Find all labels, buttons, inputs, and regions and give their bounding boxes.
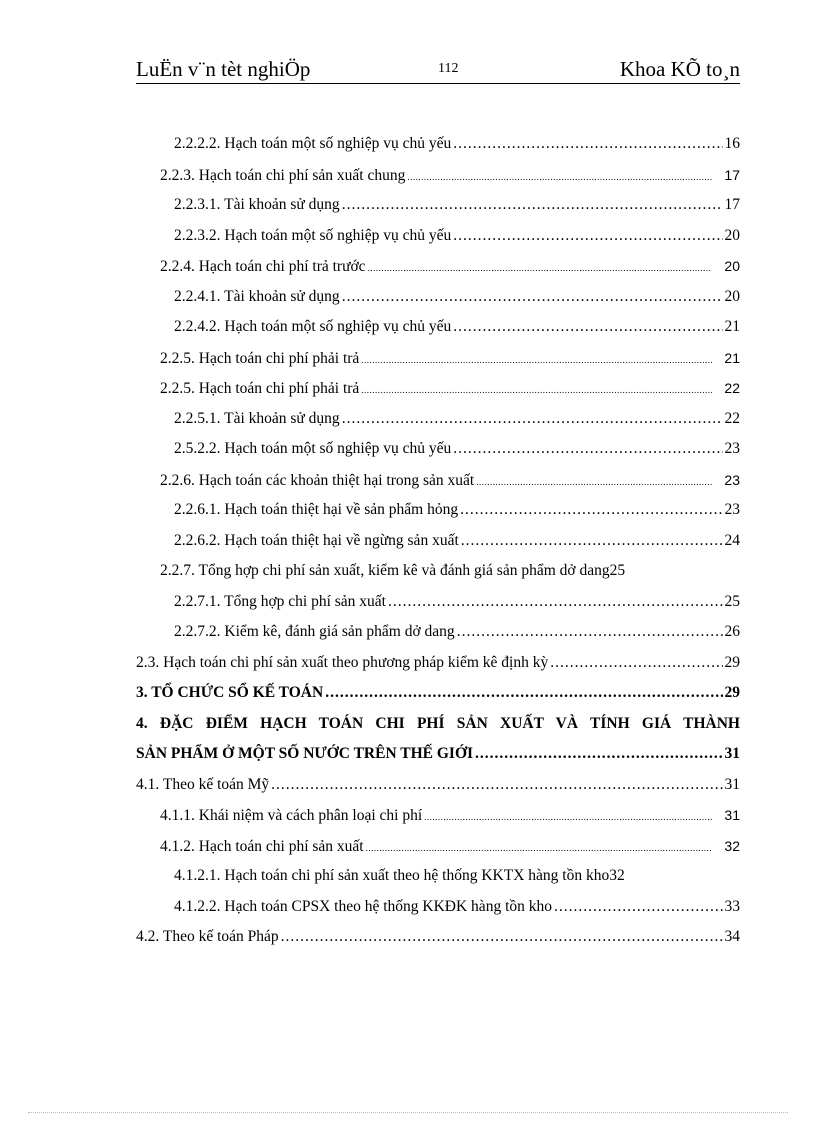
toc-entry-title: 4.1.2.1. Hạch toán chi phí sản xuất theo hệ thống KKTX hàng tồn kho (174, 867, 610, 884)
toc-leader-dots (550, 649, 722, 677)
toc-entry-page: 21 (724, 349, 740, 366)
toc-entry (136, 923, 740, 951)
toc-entry-page: 20 (724, 226, 740, 244)
toc-entry-page: 24 (724, 531, 740, 549)
toc-entry (136, 771, 740, 799)
toc-leader-dots (407, 163, 712, 191)
toc-entry (160, 801, 740, 829)
toc-entry-page: 29 (724, 684, 740, 701)
toc-entry-page: 23 (724, 501, 740, 518)
toc-entry-title: 2.2.5.1. Tài khoản sử dụng (174, 409, 340, 427)
toc-leader-dots (361, 376, 712, 404)
toc-entry (160, 466, 740, 494)
toc-leader-dots (461, 527, 723, 555)
toc-entry-title: 2.2.7.2. Kiểm kê, đánh giá sản phẩm dở dang (174, 623, 455, 640)
toc-entry-page: 20 (724, 258, 740, 274)
toc-leader-dots (554, 893, 723, 921)
toc-leader-dots (453, 313, 722, 341)
toc-entry-page: 32 (609, 867, 625, 884)
toc-entry-title: 3. TỔ CHỨC SỔ KẾ TOÁN (136, 684, 324, 701)
header-page-number: 112 (438, 61, 459, 76)
toc-entry-page: 16 (724, 135, 740, 152)
toc-entry-page: 26 (724, 623, 740, 640)
toc-entry (174, 435, 740, 463)
toc-entry (160, 344, 740, 372)
toc-entry-title: 4.1. Theo kế toán Mỹ (136, 775, 270, 793)
toc-entry-title: 2.2.2.2. Hạch toán một số nghiệp vụ chủ yếu (174, 135, 452, 152)
toc-leader-dots (457, 618, 723, 646)
toc-entry-title: 2.2.3. Hạch toán chi phí sản xuất chung (160, 166, 406, 184)
toc-entry (160, 557, 740, 585)
toc-entry-page: 31 (724, 775, 740, 793)
toc-entry (160, 252, 740, 280)
toc-entry-title: 2.2.3.1. Tài khoản sử dụng (174, 196, 340, 213)
toc-leader-dots (424, 803, 712, 831)
toc-entry-page: 22 (724, 380, 740, 396)
toc-entry-page: 21 (724, 318, 740, 335)
page-bottom-divider (28, 1112, 788, 1113)
toc-entry (174, 313, 740, 341)
toc-entry (174, 893, 740, 921)
header-left-text: LuËn v¨n tèt nghiÖp (136, 57, 311, 81)
header-right-text: Khoa KÕ to¸n (619, 57, 740, 81)
toc-leader-dots (281, 923, 723, 951)
toc-entry (174, 527, 740, 555)
toc-entry (174, 862, 740, 890)
toc-entry-title: 2.2.5. Hạch toán chi phí phải trả (160, 380, 360, 397)
toc-entry-title: SẢN PHẨM Ở MỘT SỐ NƯỚC TRÊN THẾ GIỚI (136, 745, 474, 762)
toc-leader-dots (325, 679, 722, 707)
toc-entry-title: 2.2.7. Tổng hợp chi phí sản xuất, kiểm kê và đánh giá sản phẩm dở dang (160, 562, 610, 579)
toc-entry-page: 31 (724, 745, 740, 762)
toc-entry-page: 17 (724, 196, 740, 213)
toc-leader-dots (342, 405, 723, 433)
toc-leader-dots (366, 834, 713, 862)
toc-entry (174, 191, 740, 219)
toc-entry-title: 2.2.6.2. Hạch toán thiệt hại về ngừng sản xuất (174, 531, 459, 549)
toc-entry-title: 2.2.3.2. Hạch toán một số nghiệp vụ chủ yếu (174, 226, 452, 244)
toc-entry-page: 17 (724, 166, 740, 183)
toc-entry (174, 496, 740, 524)
toc-entry-page: 25 (724, 592, 740, 610)
toc-entry (160, 832, 740, 860)
toc-entry-page: 25 (609, 562, 626, 579)
toc-leader-dots (460, 496, 722, 524)
toc-entry-page: 23 (724, 471, 740, 488)
toc-entry (160, 161, 740, 189)
toc-entry-title: 2.5.2.2. Hạch toán một số nghiệp vụ chủ yếu (174, 440, 452, 457)
toc-entry-title: 4.1.1. Khái niệm và cách phân loại chi phí (160, 807, 423, 824)
toc-entry (174, 588, 740, 616)
toc-entry (174, 618, 740, 646)
header-divider (136, 83, 740, 84)
toc-leader-dots (368, 254, 713, 282)
toc-leader-dots (453, 435, 722, 463)
toc-entry-page: 33 (724, 897, 740, 915)
toc-entry-page: 32 (724, 837, 740, 854)
toc-entry-title: 2.2.6. Hạch toán các khoản thiệt hại trong sản xuất (160, 471, 475, 489)
toc-entry (160, 374, 740, 402)
toc-entry-title: 2.2.7.1. Tổng hợp chi phí sản xuất (174, 592, 386, 610)
toc-entry-page: 29 (724, 653, 740, 671)
toc-entry (136, 679, 740, 707)
toc-entry (174, 222, 740, 250)
toc-entry (174, 405, 740, 433)
toc-leader-dots (453, 222, 722, 250)
toc-leader-dots (453, 130, 722, 158)
toc-entry-title: 2.2.4.1. Tài khoản sử dụng (174, 287, 340, 305)
toc-entry-title: 2.2.4. Hạch toán chi phí trả trước (160, 258, 366, 275)
toc-entry (174, 283, 740, 311)
toc-leader-dots (271, 771, 722, 799)
toc-entry-title: 4.1.2. Hạch toán chi phí sản xuất (160, 837, 364, 855)
toc-entry-title: 2.2.5. Hạch toán chi phí phải trả (160, 349, 360, 367)
toc-entry (174, 130, 740, 158)
toc-entry-page: 20 (724, 287, 740, 305)
toc-entry-title: 4.1.2.2. Hạch toán CPSX theo hệ thống KKĐK hàng tồn kho (174, 897, 552, 915)
toc-entry: 4. ĐẶC ĐIỂM HẠCH TOÁN CHI PHÍ SẢN XUẤT VÀ TÍNH GIÁ THÀNH (136, 714, 740, 732)
toc-entry-title: 2.2.6.1. Hạch toán thiệt hại về sản phẩm hỏng (174, 501, 459, 518)
toc-entry-page: 31 (724, 807, 740, 823)
toc-entry-title: 2.2.4.2. Hạch toán một số nghiệp vụ chủ yếu (174, 318, 452, 335)
toc-entry-page: 23 (724, 440, 740, 457)
toc-leader-dots (342, 283, 723, 311)
toc-entry-page: 34 (724, 928, 740, 945)
toc-leader-dots (342, 191, 723, 219)
page-header (136, 58, 740, 84)
toc-entry-page: 22 (724, 409, 740, 427)
toc-leader-dots (361, 346, 712, 374)
toc-entry (136, 649, 740, 677)
toc-entry-title: 2.3. Hạch toán chi phí sản xuất theo phương pháp kiểm kê định kỳ (136, 653, 549, 671)
toc-leader-dots (475, 740, 722, 768)
toc-leader-dots (476, 468, 712, 496)
toc-entry-title: 4.2. Theo kế toán Pháp (136, 928, 279, 945)
toc-entry (136, 740, 740, 768)
toc-leader-dots (388, 588, 723, 616)
